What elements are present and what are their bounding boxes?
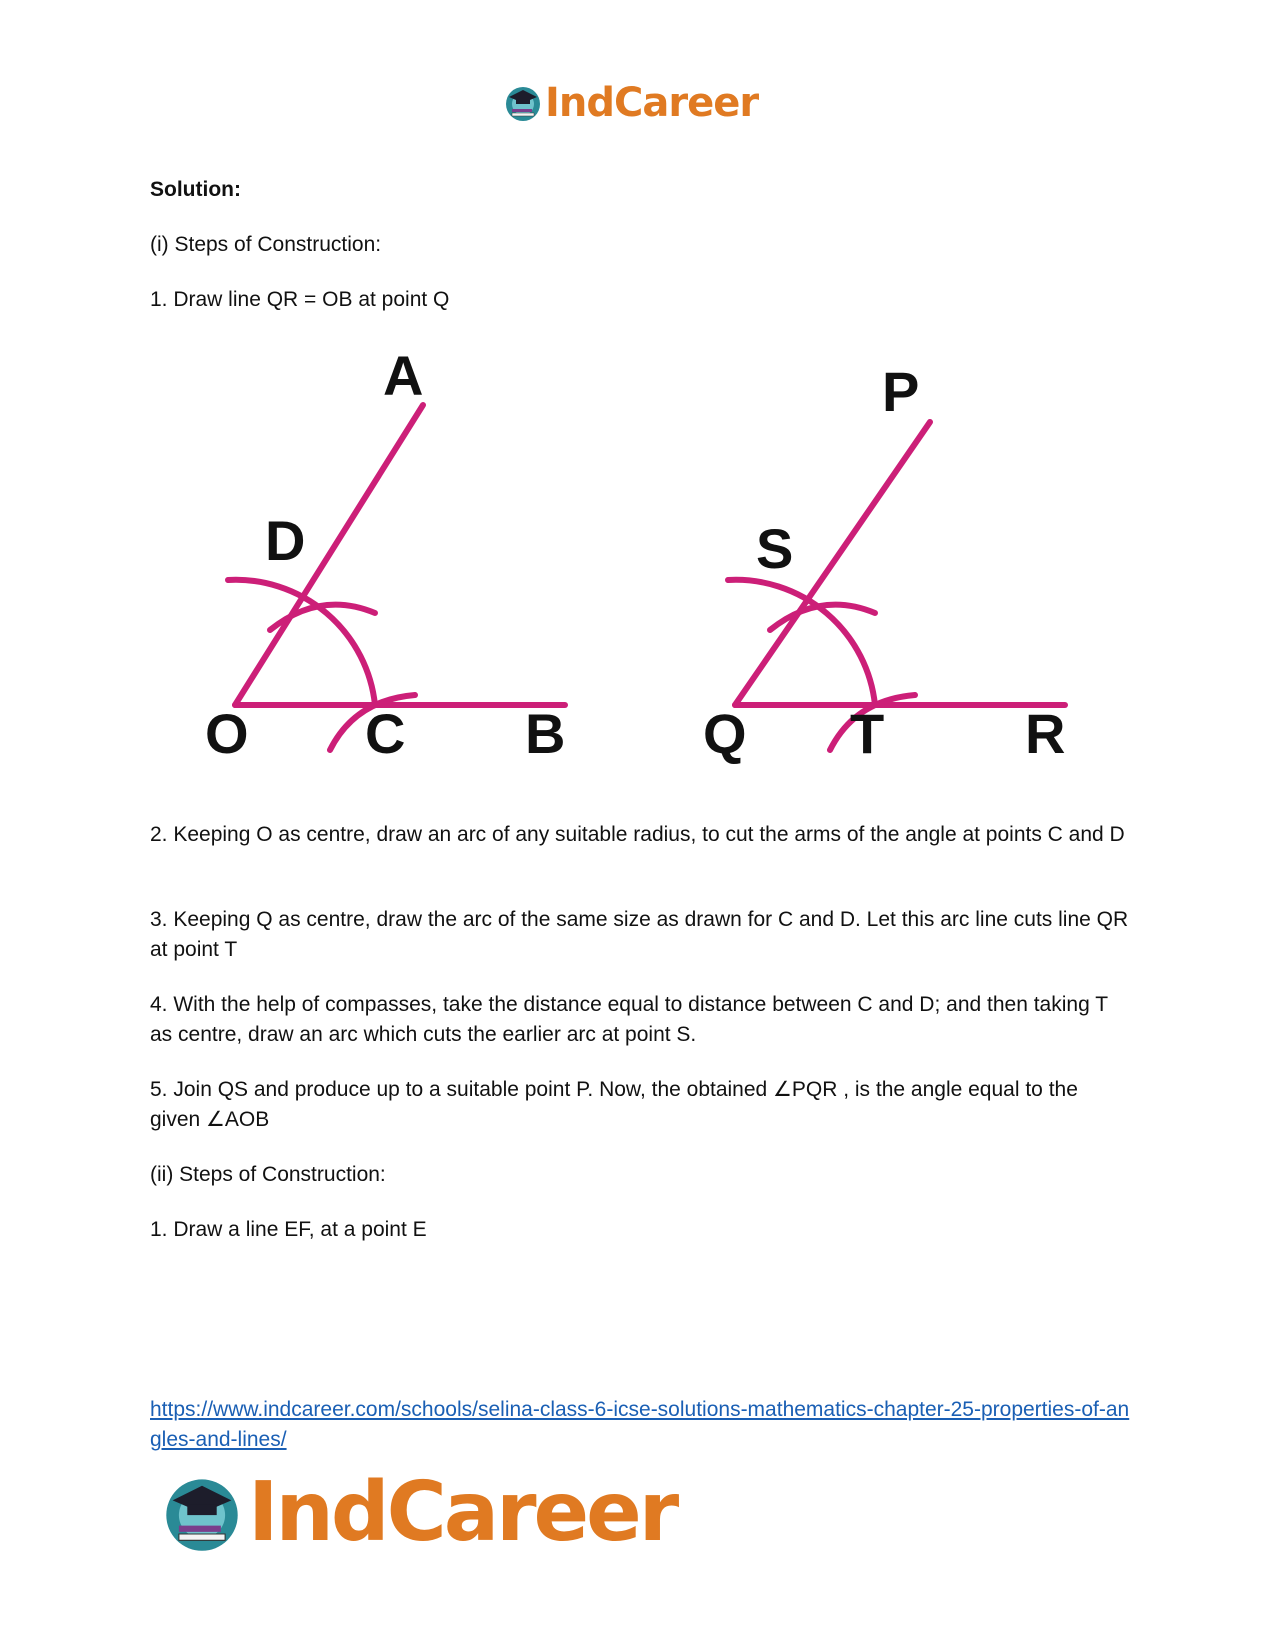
step-3: 3. Keeping Q as centre, draw the arc of the same size as drawn for C and D. Let this arc line cuts line QR at point T [150, 908, 1129, 961]
graduation-cap-globe-icon [160, 1471, 244, 1555]
angle-construction-figure [200, 345, 1100, 765]
step-ii-1: 1. Draw a line EF, at a point E [150, 1218, 427, 1241]
solution-heading: Solution: [150, 178, 241, 201]
step-1: 1. Draw line QR = OB at point Q [150, 288, 450, 311]
label-p: P [882, 360, 920, 423]
solution-content [150, 175, 1130, 1241]
graduation-cap-globe-icon [503, 83, 543, 123]
label-r: R [1025, 702, 1066, 765]
ray-oa [235, 405, 423, 705]
header-logo [503, 80, 758, 126]
label-o: O [205, 702, 249, 765]
step-2: 2. Keeping O as centre, draw an arc of any suitable radius, to cut the arms of the angle at points C and D [150, 823, 1125, 846]
part-i-title: (i) Steps of Construction: [150, 233, 382, 256]
label-b: B [525, 702, 566, 765]
label-q: Q [703, 702, 747, 765]
label-a: A [383, 345, 424, 407]
label-c: C [365, 702, 406, 765]
step-4: 4. With the help of compasses, take the distance equal to distance between C and D; and then taking T as centre, draw an arc which cuts the earlier arc at point S. [150, 993, 1108, 1046]
label-t: T [850, 702, 885, 765]
step-5: 5. Join QS and produce up to a suitable point P. Now, the obtained ∠PQR , is the angle equal to the given ∠AOB [150, 1078, 1078, 1131]
logo-text: IndCareer [545, 80, 759, 126]
source-url-link[interactable]: https://www.indcareer.com/schools/selina-class-6-icse-solutions-mathematics-chapter-25-properties-of-angles-and-lines/ [150, 1398, 1130, 1451]
label-s: S [756, 517, 794, 580]
part-ii-title: (ii) Steps of Construction: [150, 1163, 386, 1186]
label-d: D [265, 509, 306, 572]
footer-logo [160, 1465, 676, 1560]
logo-text: IndCareer [248, 1465, 677, 1560]
